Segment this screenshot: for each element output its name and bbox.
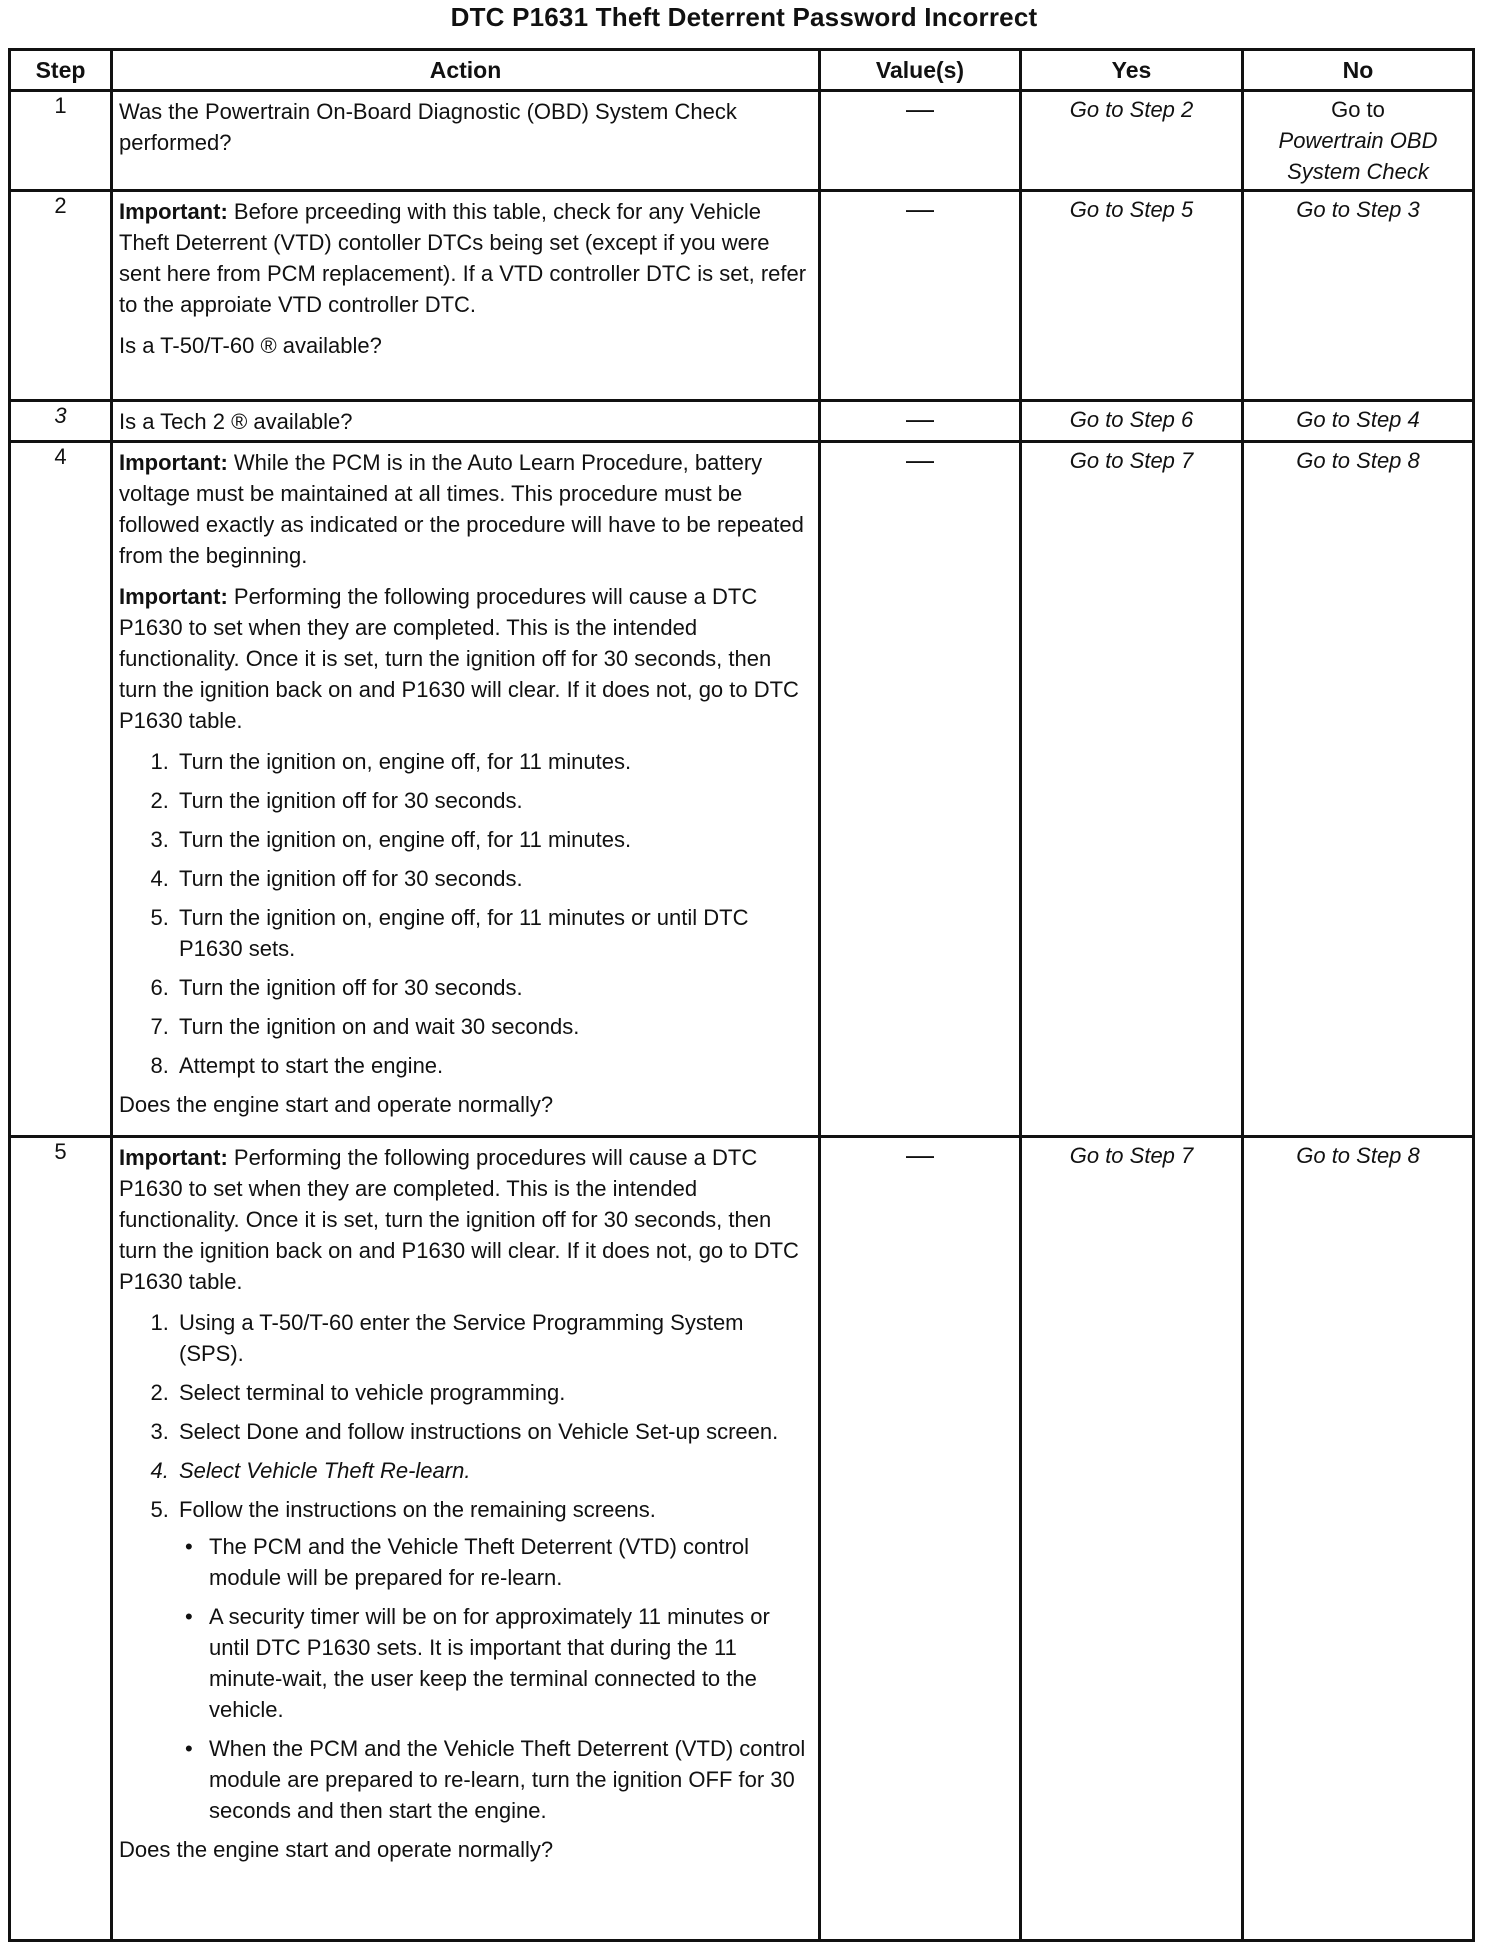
bullet-item: • The PCM and the Vehicle Theft Deterrent (VTD) control module will be prepared for re-learn. bbox=[209, 1531, 812, 1593]
no-cell: Go to Step 3 bbox=[1243, 191, 1474, 401]
yes-cell: Go to Step 7 bbox=[1021, 1137, 1243, 1941]
list-item: 4. Select Vehicle Theft Re-learn. bbox=[175, 1455, 812, 1486]
no-cell: Go to Step 8 bbox=[1243, 442, 1474, 1137]
important-text: Performing the following procedures will cause a DTC P1630 to set when they are completed. This is the intended functionality. Once it is set, turn the ignition off for 30 seconds, then turn the ignition back on and P1630 will clear. If it does not, go to DTC P1630 table. bbox=[119, 1145, 799, 1294]
header-no: No bbox=[1243, 50, 1474, 91]
yes-cell: Go to Step 5 bbox=[1021, 191, 1243, 401]
list-item: 2. Select terminal to vehicle programming. bbox=[175, 1377, 812, 1408]
value-cell: — bbox=[820, 442, 1021, 1137]
question-text: Does the engine start and operate normally? bbox=[119, 1092, 554, 1117]
important-text: Performing the following procedures will cause a DTC P1630 to set when they are completed. This is the intended functionality. Once it is set, turn the ignition off for 30 seconds, then turn the ignition back on and P1630 will clear. If it does not, go to DTC P1630 table. bbox=[119, 584, 799, 733]
list-item: 5. Turn the ignition on, engine off, for 11 minutes or until DTC P1630 sets. bbox=[175, 902, 812, 964]
step-number: 3 bbox=[10, 401, 112, 442]
no-cell: Go to Step 8 bbox=[1243, 1137, 1474, 1941]
action-cell bbox=[112, 1137, 820, 1941]
question-text: Is a Tech 2 ® available? bbox=[119, 409, 353, 434]
list-item bbox=[175, 1494, 812, 1826]
action-cell bbox=[112, 91, 820, 191]
important-note bbox=[119, 196, 812, 320]
important-note bbox=[119, 581, 812, 736]
question-text: Was the Powertrain On-Board Diagnostic (OBD) System Check performed? bbox=[119, 99, 737, 155]
question-text: Does the engine start and operate normally? bbox=[119, 1837, 554, 1862]
list-item: 1. Using a T-50/T-60 enter the Service Programming System (SPS). bbox=[175, 1307, 812, 1369]
important-note bbox=[119, 1142, 812, 1297]
header-row bbox=[10, 50, 1474, 91]
question-text: Is a T-50/T-60 ® available? bbox=[119, 333, 382, 358]
table-row-step-4 bbox=[10, 442, 1474, 1137]
value-cell: — bbox=[820, 191, 1021, 401]
step-number: 1 bbox=[10, 91, 112, 191]
list-item: 2. Turn the ignition off for 30 seconds. bbox=[175, 785, 812, 816]
procedure-list bbox=[119, 746, 812, 1081]
value-cell: — bbox=[820, 401, 1021, 442]
important-label: Important: bbox=[119, 1145, 228, 1170]
list-item: 8. Attempt to start the engine. bbox=[175, 1050, 812, 1081]
table-row-step-3 bbox=[10, 401, 1474, 442]
no-cell: Go to Step 4 bbox=[1243, 401, 1474, 442]
header-value: Value(s) bbox=[820, 50, 1021, 91]
page-title: DTC P1631 Theft Deterrent Password Incorrect bbox=[450, 2, 1038, 32]
diagnostic-table bbox=[8, 48, 1475, 1942]
no-cell bbox=[1243, 91, 1474, 191]
no-target: Powertrain OBD System Check bbox=[1278, 128, 1438, 184]
step-number: 2 bbox=[10, 191, 112, 401]
table-row-step-5 bbox=[10, 1137, 1474, 1941]
header-step: Step bbox=[10, 50, 112, 91]
value-cell: — bbox=[820, 1137, 1021, 1941]
yes-cell: Go to Step 6 bbox=[1021, 401, 1243, 442]
bullet-item: • A security timer will be on for approximately 11 minutes or until DTC P1630 sets. It is important that during the 11 minute-wait, the user keep the terminal connected to the vehicle. bbox=[209, 1601, 812, 1725]
bullet-item: • When the PCM and the Vehicle Theft Deterrent (VTD) control module are prepared to re-learn, turn the ignition OFF for 30 seconds and then start the engine. bbox=[209, 1733, 812, 1826]
action-cell bbox=[112, 401, 820, 442]
list-item: 7. Turn the ignition on and wait 30 seconds. bbox=[175, 1011, 812, 1042]
list-item: 1. Turn the ignition on, engine off, for 11 minutes. bbox=[175, 746, 812, 777]
important-label: Important: bbox=[119, 584, 228, 609]
step-number: 4 bbox=[10, 442, 112, 1137]
value-cell: — bbox=[820, 91, 1021, 191]
action-cell bbox=[112, 191, 820, 401]
yes-cell: Go to Step 7 bbox=[1021, 442, 1243, 1137]
header-yes: Yes bbox=[1021, 50, 1243, 91]
list-item: 3. Turn the ignition on, engine off, for 11 minutes. bbox=[175, 824, 812, 855]
table-row-step-2 bbox=[10, 191, 1474, 401]
list-item-text: Follow the instructions on the remaining screens. bbox=[179, 1497, 656, 1522]
no-prefix: Go to bbox=[1331, 97, 1385, 122]
important-note bbox=[119, 447, 812, 571]
list-item: 3. Select Done and follow instructions on Vehicle Set-up screen. bbox=[175, 1416, 812, 1447]
step-number: 5 bbox=[10, 1137, 112, 1941]
procedure-list bbox=[119, 1307, 812, 1826]
important-label: Important: bbox=[119, 199, 228, 224]
important-text: Before prceeding with this table, check for any Vehicle Theft Deterrent (VTD) contoller DTCs being set (except if you were sent here from PCM replacement). If a VTD controller DTC is set, refer to the approiate VTD controller DTC. bbox=[119, 199, 807, 317]
action-cell bbox=[112, 442, 820, 1137]
important-label: Important: bbox=[119, 450, 228, 475]
header-action: Action bbox=[112, 50, 820, 91]
table-row-step-1 bbox=[10, 91, 1474, 191]
yes-cell: Go to Step 2 bbox=[1021, 91, 1243, 191]
bullet-list bbox=[179, 1531, 812, 1826]
list-item: 6. Turn the ignition off for 30 seconds. bbox=[175, 972, 812, 1003]
important-text: While the PCM is in the Auto Learn Procedure, battery voltage must be maintained at all times. This procedure must be followed exactly as indicated or the procedure will have to be repeated from the beginning. bbox=[119, 450, 804, 568]
list-item: 4. Turn the ignition off for 30 seconds. bbox=[175, 863, 812, 894]
